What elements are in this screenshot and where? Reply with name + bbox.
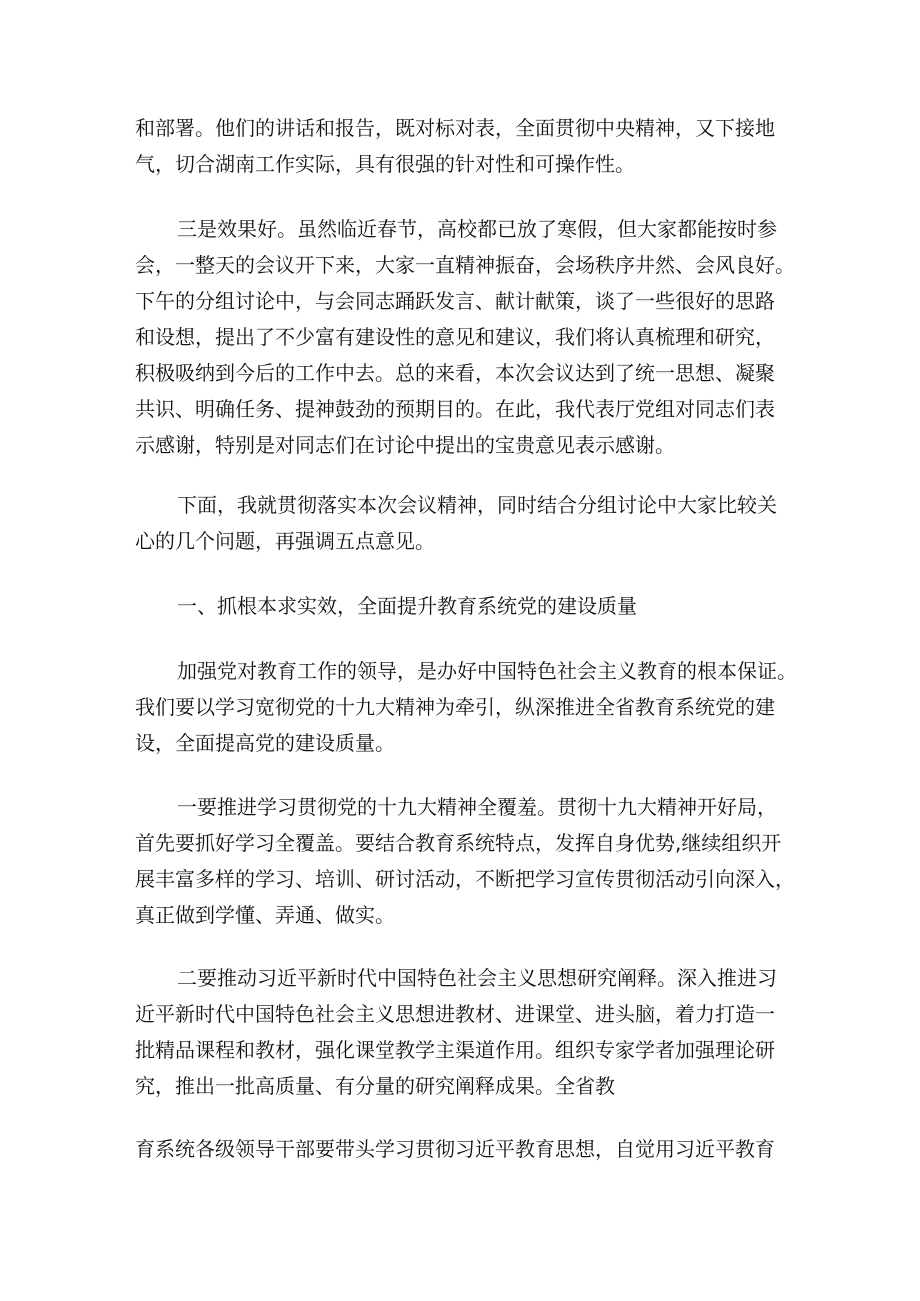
text-line: 批精品课程和教材，强化课堂教学主渠道作用。组织专家学者加强理论研 (135, 1038, 775, 1062)
text-line: 共识、明确任务、提神鼓劲的预期目的。在此，我代表厅党组对同志们表 (135, 397, 775, 421)
text-line: 育系统各级领导干部要带头学习贯彻习近平教育思想，自觉用习近平教育 (135, 1137, 775, 1161)
text-line: 展丰富多样的学习、培训、研讨活动，不断把学习宣传贯彻活动引向深入， (135, 867, 795, 891)
paragraph-second-point (135, 960, 795, 1104)
text-line: 究，推出一批高质量、有分量的研究阐释成果。全省教 (135, 1074, 615, 1098)
heading-line: 一、抓根本求实效，全面提升教育系统党的建设质量 (177, 594, 637, 618)
paragraph-continuation-bottom (135, 1131, 795, 1167)
text-line: 加强党对教育工作的领导，是办好中国特色社会主义教育的根本保证。 (177, 659, 797, 683)
paragraph-leadership (135, 653, 795, 761)
text-line: 设，全面提高党的建设质量。 (135, 731, 395, 755)
section-heading (135, 588, 795, 624)
text-line: 下午的分组讨论中，与会同志踊跃发言、献计献策，谈了一些很好的思路 (135, 289, 775, 313)
text-line: 下面，我就贯彻落实本次会议精神，同时结合分组讨论中大家比较关 (177, 493, 777, 517)
text-line: 三是效果好。虽然临近春节，高校都已放了寒假，但大家都能按时参 (177, 217, 777, 241)
text-line: 和部署。他们的讲话和报告，既对标对表，全面贯彻中央精神，又下接地 (135, 116, 775, 140)
text-line: 近平新时代中国特色社会主义思想进教材、进课堂、进头脑，着力打造一 (135, 1002, 775, 1026)
text-line: 一要推进学习贯彻党的十九大精神全覆羞。贯彻十九大精神开好局， (177, 795, 777, 819)
paragraph-intro (135, 487, 795, 559)
text-line: 示感谢，特别是对同志们在讨论中提出的宝贵意见表示感谢。 (135, 433, 675, 457)
text-line: 我们要以学习宽彻党的十九大精神为牵引，纵深推进全省教育系统党的建 (135, 695, 775, 719)
text-line: 会，一整天的会议开下来，大家一直精神振奋，会场秩序井然、会风良好。 (135, 253, 795, 277)
paragraph-continuation (135, 110, 795, 182)
text-line: 二要推动习近平新时代中国特色社会主义思想研究阐释。深入推进习 (177, 966, 777, 990)
text-line: 和设想，提出了不少富有建设性的意见和建议，我们将认真梳理和研究， (135, 325, 775, 349)
paragraph-first-point (135, 789, 795, 933)
text-line: 首先要抓好学习全覆盖。要结合教育系统特点，发挥自身优势,继续组织开 (135, 831, 782, 855)
text-line: 气，切合湖南工作实际，具有很强的针对性和可操作性。 (135, 152, 635, 176)
text-line: 心的几个问题，再强调五点意见。 (135, 529, 435, 553)
paragraph-effect (135, 211, 795, 463)
text-line: 真正做到学懂、弄通、做实。 (135, 903, 395, 927)
text-line: 积极吸纳到今后的工作中去。总的来看，本次会议达到了统一思想、凝聚 (135, 361, 775, 385)
